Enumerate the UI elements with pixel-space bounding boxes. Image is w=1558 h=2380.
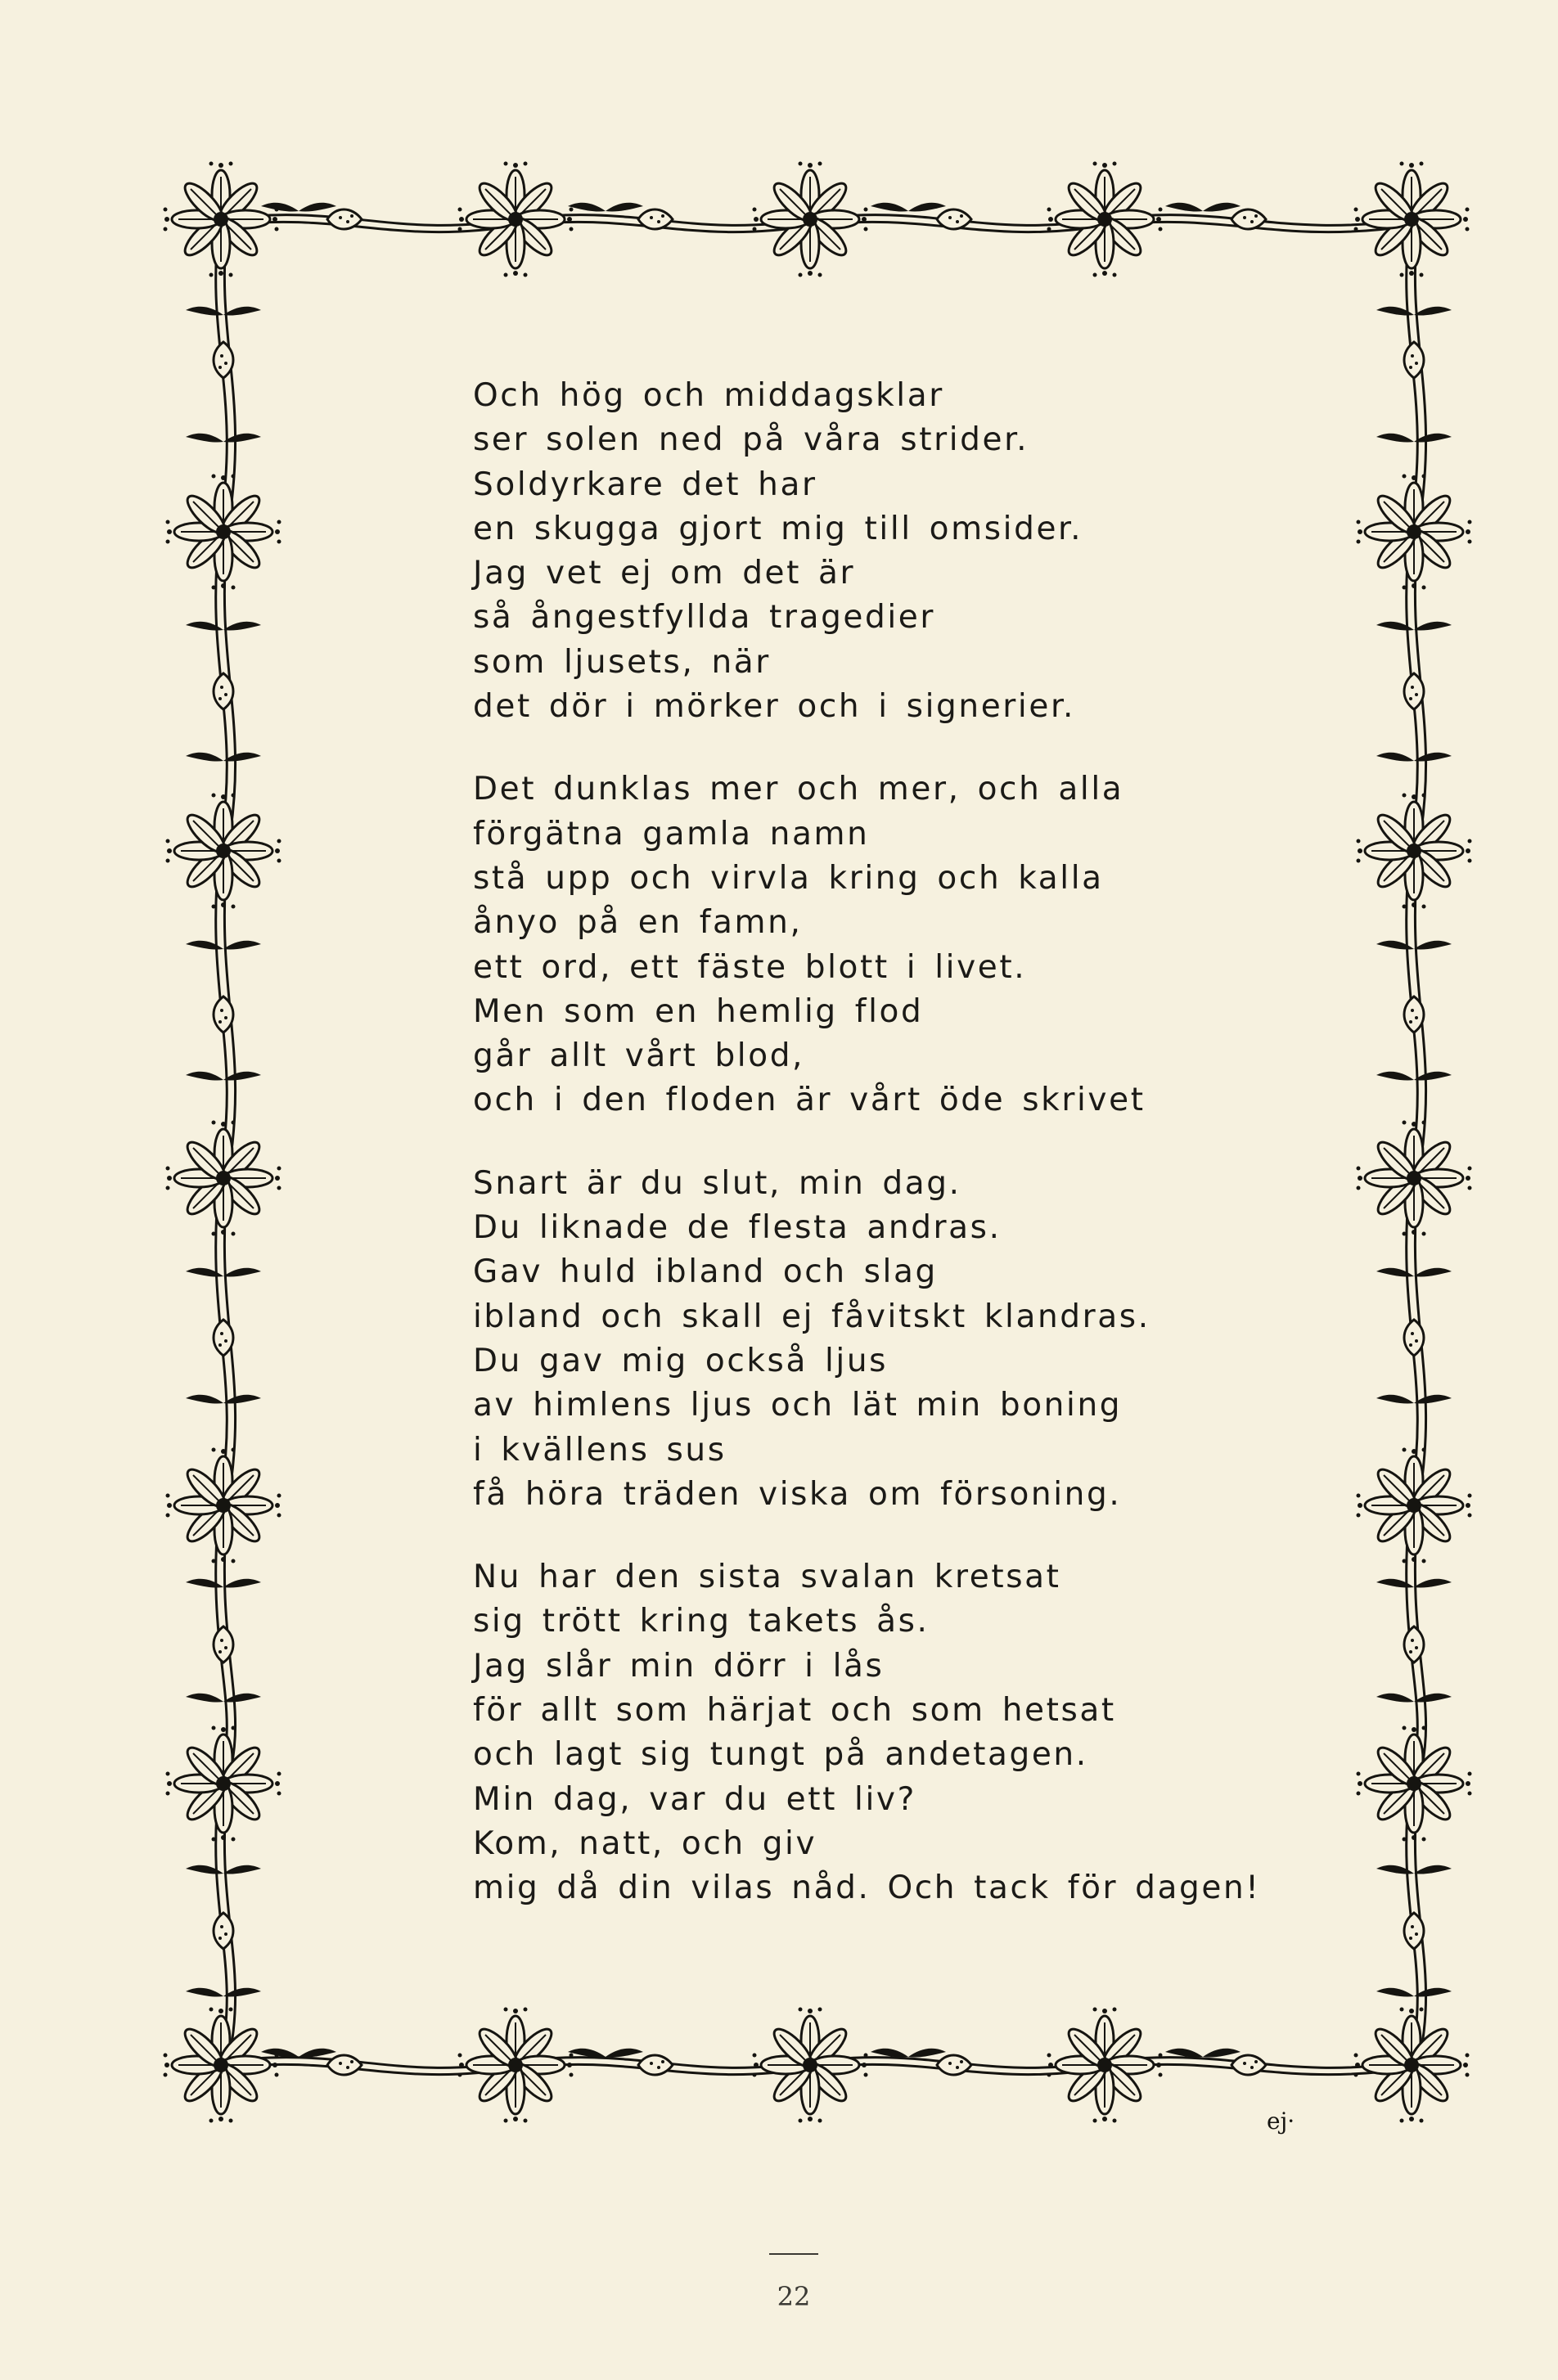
poem-line: Men som en hemlig flod <box>473 992 924 1030</box>
poem-line: en skugga gjort mig till omsider. <box>473 510 1083 547</box>
poem <box>473 374 1261 1950</box>
poem-line: Du gav mig också ljus <box>473 1342 889 1379</box>
poem-line: Gav huld ibland och slag <box>473 1253 938 1291</box>
poem-line: ett ord, ett fäste blott i livet. <box>473 948 1027 986</box>
poem-line: Soldyrkare det har <box>473 466 817 503</box>
poem-line: ånyo på en famn, <box>473 904 803 942</box>
poem-line: Nu har den sista svalan kretsat <box>473 1559 1061 1596</box>
poem-line: i kvällens sus <box>473 1431 727 1469</box>
poem-line: och i den floden är vårt öde skrivet <box>473 1082 1146 1119</box>
poem-line: Och hög och middagsklar <box>473 377 944 414</box>
stanza-4 <box>473 1555 1261 1910</box>
poem-line: Du liknade de flesta andras. <box>473 1209 1002 1247</box>
page-number: 22 <box>777 2281 811 2312</box>
poem-line: Jag slår min dörr i lås <box>473 1647 885 1685</box>
poem-line: som ljusets, när <box>473 643 771 681</box>
poem-line: det dör i mörker och i signerier. <box>473 688 1076 726</box>
stanza-2 <box>473 767 1193 1123</box>
poem-line: ibland och skall ej fåvitskt klandras. <box>473 1298 1150 1335</box>
poem-line: mig då din vilas nåd. Och tack för dagen! <box>473 1869 1261 1907</box>
poem-line: stå upp och virvla kring och kalla <box>473 859 1104 897</box>
poem-line: så ångestfyllda tragedier <box>473 599 936 637</box>
stanza-1 <box>473 374 1193 729</box>
poem-line: Det dunklas mer och mer, och alla <box>473 771 1124 808</box>
poem-line: av himlens ljus och lät min boning <box>473 1387 1123 1424</box>
poem-line: för allt som härjat och som hetsat <box>473 1692 1116 1730</box>
poem-line: går allt vårt blod, <box>473 1037 805 1075</box>
poem-line: förgätna gamla namn <box>473 815 870 853</box>
poem-line: Jag vet ej om det är <box>473 555 856 592</box>
poem-line: få höra träden viska om försoning. <box>473 1475 1122 1513</box>
poem-line: Kom, natt, och giv <box>473 1824 817 1862</box>
poem-line: ser solen ned på våra strider. <box>473 421 1029 459</box>
poem-line: och lagt sig tungt på andetagen. <box>473 1736 1088 1774</box>
poem-line: Snart är du slut, min dag. <box>473 1164 961 1202</box>
artist-signature: ej· <box>1267 2108 1295 2135</box>
poem-line: sig trött kring takets ås. <box>473 1603 930 1640</box>
stanza-3 <box>473 1162 1193 1517</box>
poem-line: Min dag, var du ett liv? <box>473 1780 916 1818</box>
